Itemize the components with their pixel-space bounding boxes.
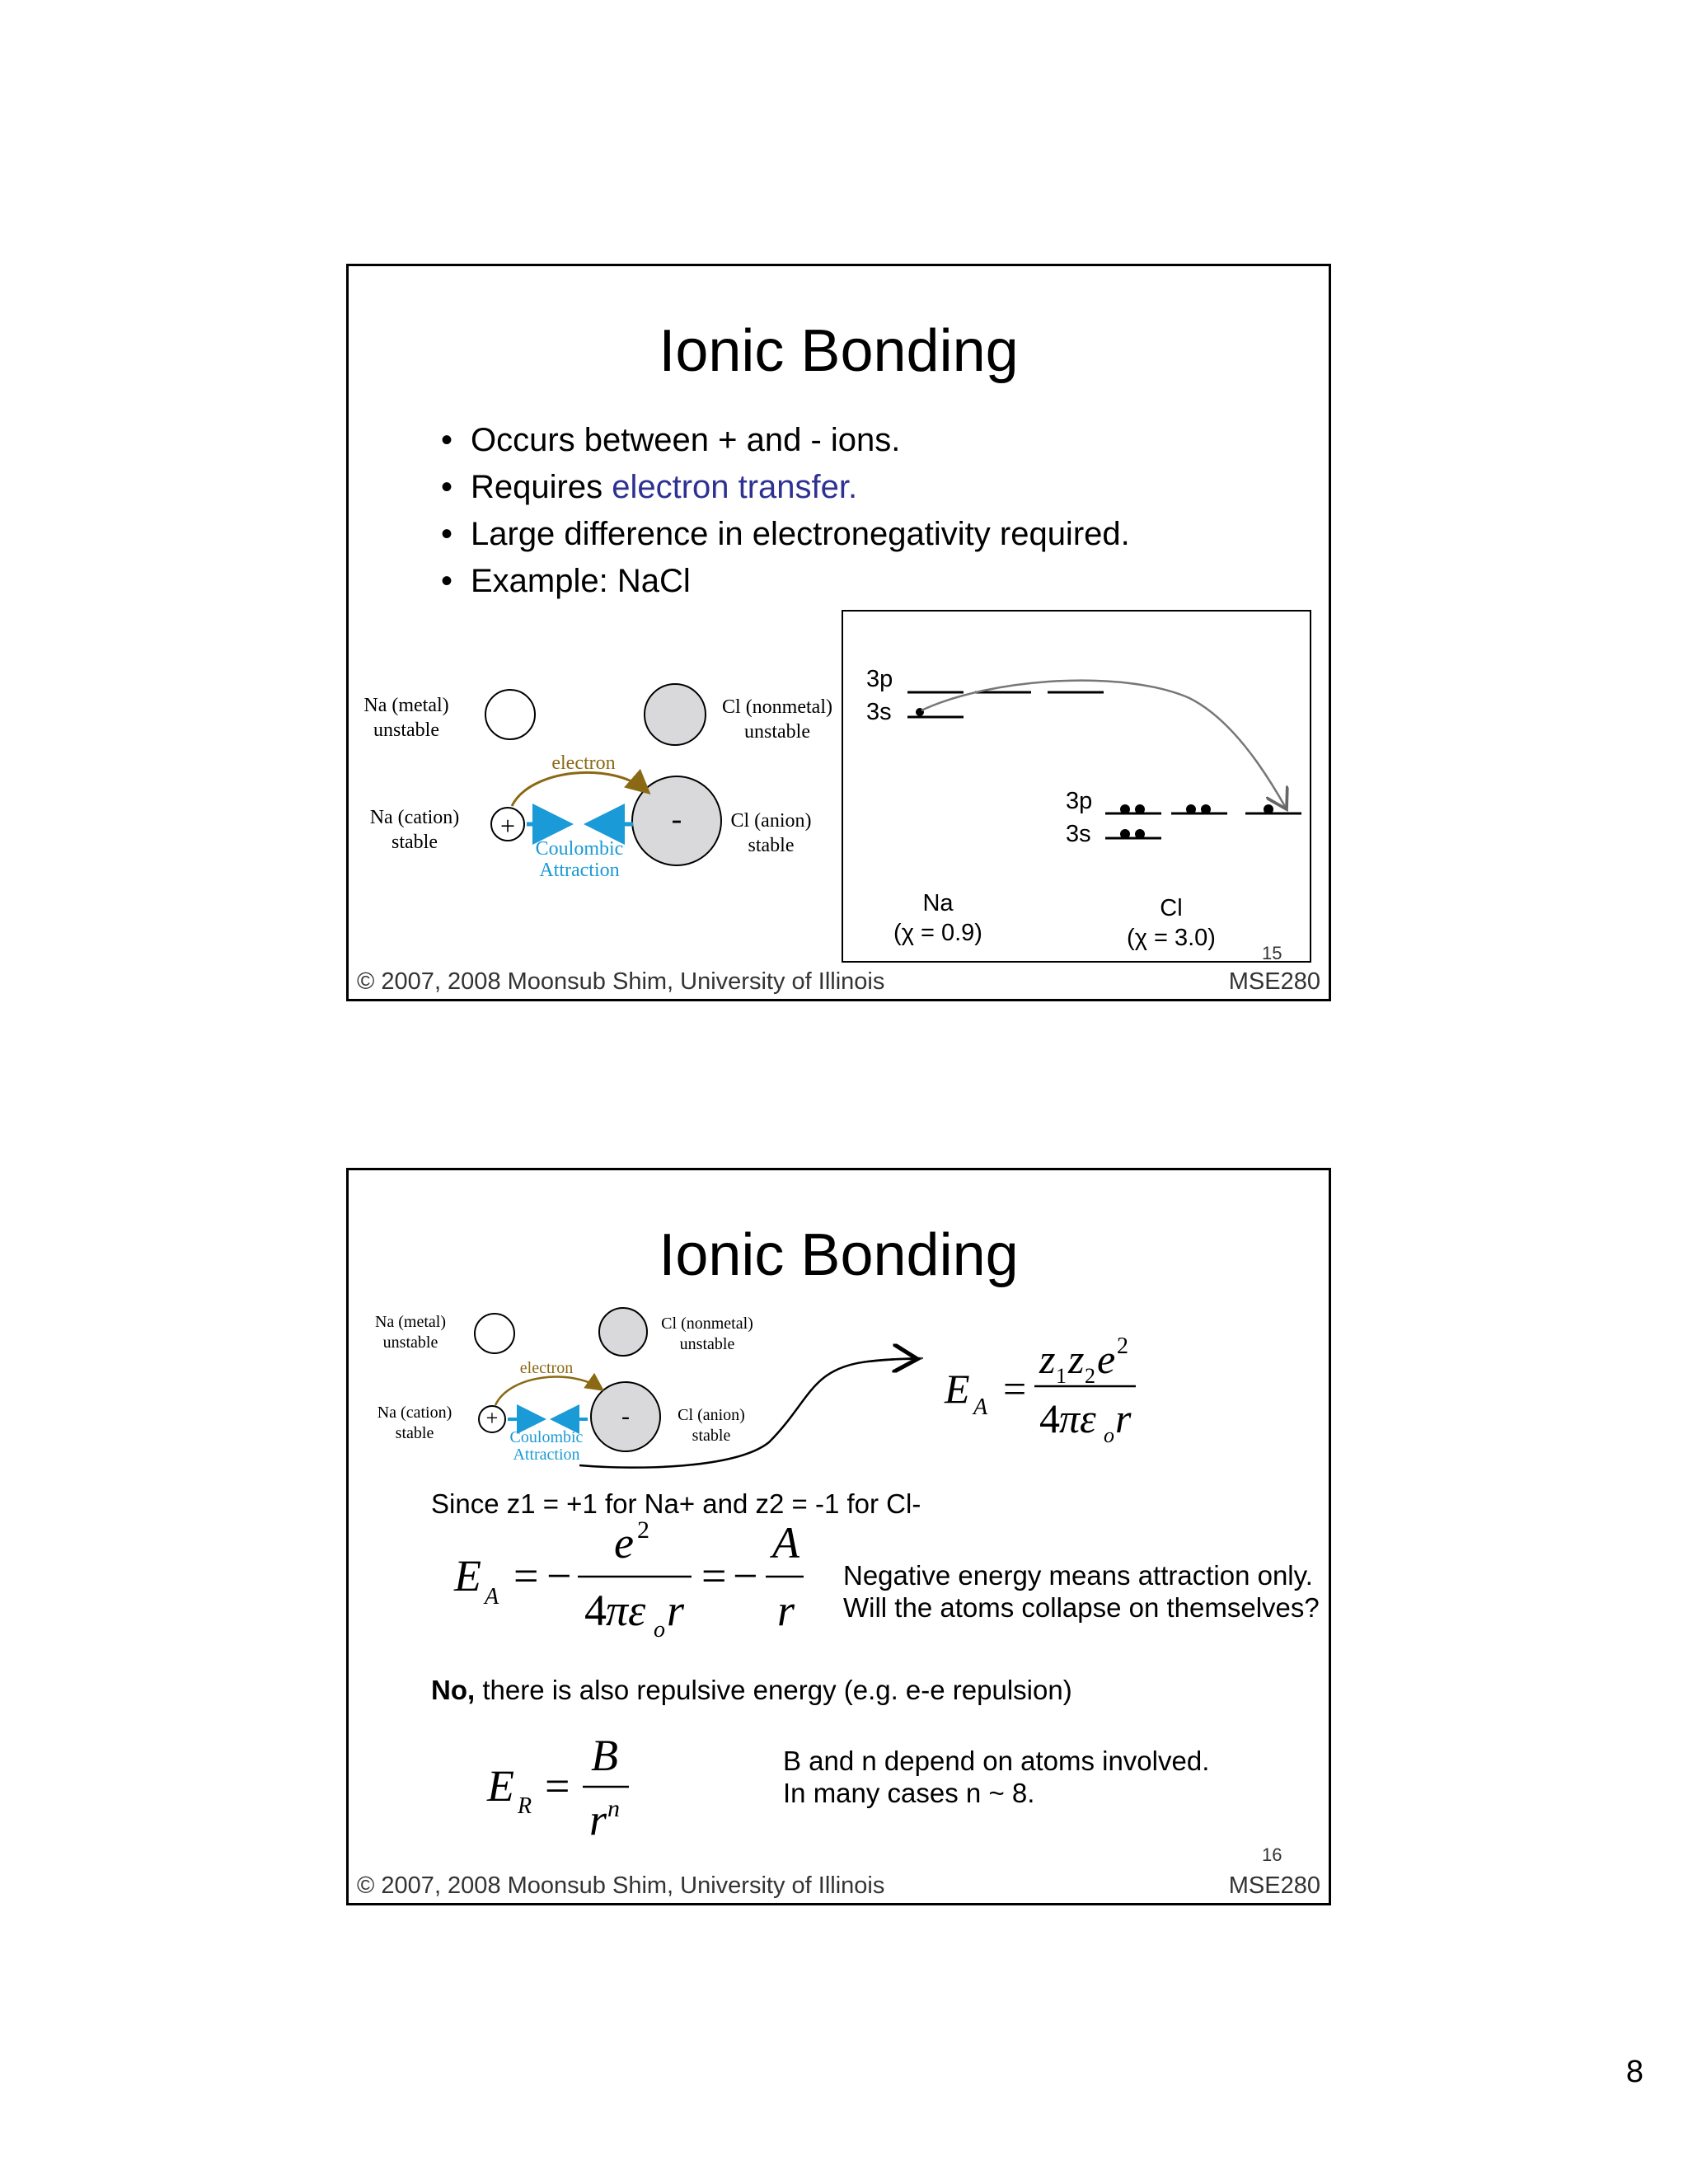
svg-text:o: o: [654, 1617, 665, 1643]
svg-text:A: A: [485, 1584, 499, 1610]
cl-nonmetal-label: Cl (nonmetal) unstable: [661, 1315, 753, 1353]
electron-label: electron: [551, 752, 616, 774]
slide-16: Ionic Bonding + - Na (metal) unstable Cl (nonmetal) unstable electron Na (cation) stable Cl (anion) stable Coulombic Attraction E A = z 1 z 2 e 2 4 πε o r Since z1 = +1 for Na+ and z2 = -1 for Cl- E A = − e 2 4 πε o r = − A r Negative energy means attraction only. Will the atoms collapse on themselves? No, there is also repulsive energy (e.g. e-e repulsion) E R = B r n B and n depend on atoms involved. In many cases n ~ 8. 16 © 2007, 2008 Moonsub Shim, University of Illinois MSE280: [346, 1168, 1331, 1905]
na-cation-label: Na (cation) stable: [377, 1404, 452, 1442]
svg-text:1: 1: [1056, 1364, 1067, 1388]
b-n-note: B and n depend on atoms involved. In many cases n ~ 8.: [783, 1746, 1210, 1808]
na-metal-label: Na (metal) unstable: [374, 1313, 447, 1352]
svg-text:=: =: [701, 1551, 727, 1601]
cl-nonmetal-label: Cl (nonmetal) unstable: [722, 696, 832, 743]
cl-3p-label: 3p: [1066, 788, 1093, 814]
svg-text:πε: πε: [606, 1586, 646, 1635]
svg-text:r: r: [1115, 1395, 1132, 1441]
footer-course: MSE280: [1228, 1872, 1320, 1899]
slide-number: 16: [1262, 1844, 1282, 1865]
svg-text:E: E: [945, 1366, 970, 1412]
svg-text:A: A: [973, 1394, 988, 1420]
na-3s-label: 3s: [866, 699, 892, 725]
na-cation-label: Na (cation) stable: [369, 807, 460, 853]
cl-anion-label: Cl (anion) stable: [678, 1406, 745, 1445]
repulsion-note: No, there is also repulsive energy (e.g. e-e repulsion): [431, 1675, 1072, 1705]
svg-text:2: 2: [1117, 1333, 1128, 1359]
svg-text:z: z: [1039, 1336, 1056, 1382]
na-metal-label: Na (metal) unstable: [363, 695, 449, 741]
coulombic-attraction-label: Coulombic Attraction: [509, 1428, 584, 1464]
svg-text:=: =: [1003, 1366, 1027, 1412]
svg-text:=: =: [513, 1551, 539, 1601]
svg-text:o: o: [1104, 1423, 1114, 1447]
since-condition-text: Since z1 = +1 for Na+ and z2 = -1 for Cl-: [431, 1488, 921, 1519]
footer-course: MSE280: [1228, 968, 1320, 995]
slide-title: Ionic Bonding: [659, 1222, 1019, 1288]
svg-text:z: z: [1068, 1336, 1085, 1382]
svg-text:4: 4: [584, 1586, 607, 1635]
svg-text:E: E: [487, 1761, 514, 1811]
cl-atom-circle: [645, 684, 706, 745]
bullet-item: • Requires electron transfer.: [441, 464, 1130, 511]
cl-electronegativity: Cl (χ = 3.0): [1127, 895, 1216, 951]
coulombic-attraction-label: Coulombic Attraction: [535, 838, 624, 882]
energy-level-diagram: [842, 610, 1311, 963]
slide-number: 15: [1262, 943, 1282, 963]
svg-text:πε: πε: [1059, 1395, 1096, 1441]
svg-text:A: A: [772, 1518, 799, 1568]
svg-text:r: r: [589, 1795, 607, 1844]
svg-text:E: E: [454, 1551, 481, 1601]
svg-text:−: −: [546, 1551, 572, 1601]
plus-sign: +: [499, 811, 516, 841]
minus-sign: -: [671, 802, 682, 837]
svg-text:e: e: [614, 1518, 634, 1568]
svg-text:e: e: [1097, 1336, 1116, 1382]
svg-text:R: R: [518, 1793, 532, 1819]
na-atom-circle: [485, 690, 535, 739]
bullet-item: • Example: NaCl: [441, 558, 1130, 605]
negative-energy-note: Negative energy means attraction only. Will the atoms collapse on themselves?: [843, 1560, 1320, 1623]
slide-title: Ionic Bonding: [659, 318, 1019, 384]
na-electronegativity: Na (χ = 0.9): [893, 890, 982, 946]
bullet-item: • Large difference in electronegativity required.: [441, 511, 1130, 558]
svg-text:n: n: [607, 1795, 620, 1822]
svg-text:r: r: [667, 1586, 685, 1635]
footer-copyright: © 2007, 2008 Moonsub Shim, University of Illinois: [357, 968, 885, 995]
svg-text:4: 4: [1039, 1395, 1060, 1441]
svg-text:−: −: [733, 1551, 758, 1601]
ion-transfer-diagram: [349, 266, 843, 596]
cl-3s-label: 3s: [1066, 821, 1091, 847]
page-number: 8: [1625, 2055, 1643, 2089]
footer-copyright: © 2007, 2008 Moonsub Shim, University of Illinois: [357, 1872, 885, 1899]
svg-text:B: B: [591, 1731, 618, 1780]
svg-text:2: 2: [637, 1516, 649, 1544]
electron-transfer-curve: [921, 681, 1287, 809]
electron-transfer-arrow: [512, 772, 647, 806]
highlight-text: electron transfer.: [612, 469, 858, 505]
cl-anion-label: Cl (anion) stable: [730, 810, 812, 856]
slide-15: [346, 264, 1331, 1001]
svg-text:2: 2: [1085, 1364, 1095, 1388]
svg-text:=: =: [545, 1761, 570, 1811]
bullet-item: • Occurs between + and - ions.: [441, 417, 1130, 464]
na-3p-label: 3p: [866, 666, 893, 692]
svg-text:r: r: [777, 1586, 795, 1635]
